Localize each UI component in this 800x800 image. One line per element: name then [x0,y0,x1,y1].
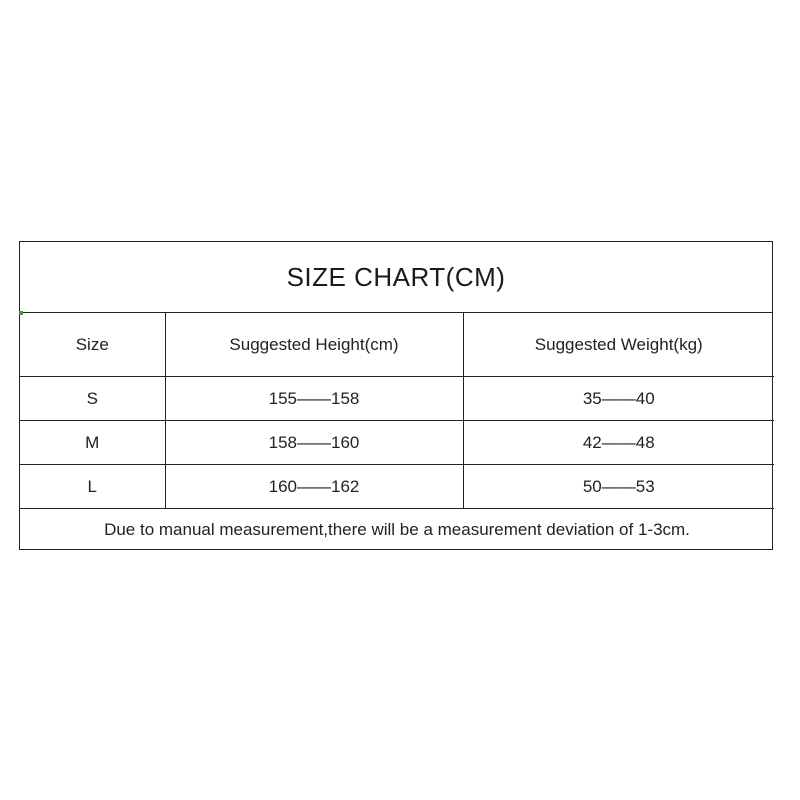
cell-size: M [20,421,165,465]
title-row [20,242,772,313]
note-row [20,509,774,552]
table-row [20,421,774,465]
header-height: Suggested Height(cm) [165,313,463,377]
chart-title: SIZE CHART(CM) [286,261,506,292]
header-size: Size [20,313,165,377]
size-table [20,313,774,551]
cell-height: 160——162 [165,465,463,509]
cell-size: S [20,377,165,421]
cell-weight: 42——48 [463,421,774,465]
measurement-note: Due to manual measurement,there will be a measurement deviation of 1-3cm. [20,509,774,552]
table-header-row [20,313,774,377]
header-weight: Suggested Weight(kg) [463,313,774,377]
cell-height: 158——160 [165,421,463,465]
cell-weight: 50——53 [463,465,774,509]
size-chart [19,241,773,550]
cell-height: 155——158 [165,377,463,421]
cell-size: L [20,465,165,509]
table-row [20,465,774,509]
cell-weight: 35——40 [463,377,774,421]
table-row [20,377,774,421]
